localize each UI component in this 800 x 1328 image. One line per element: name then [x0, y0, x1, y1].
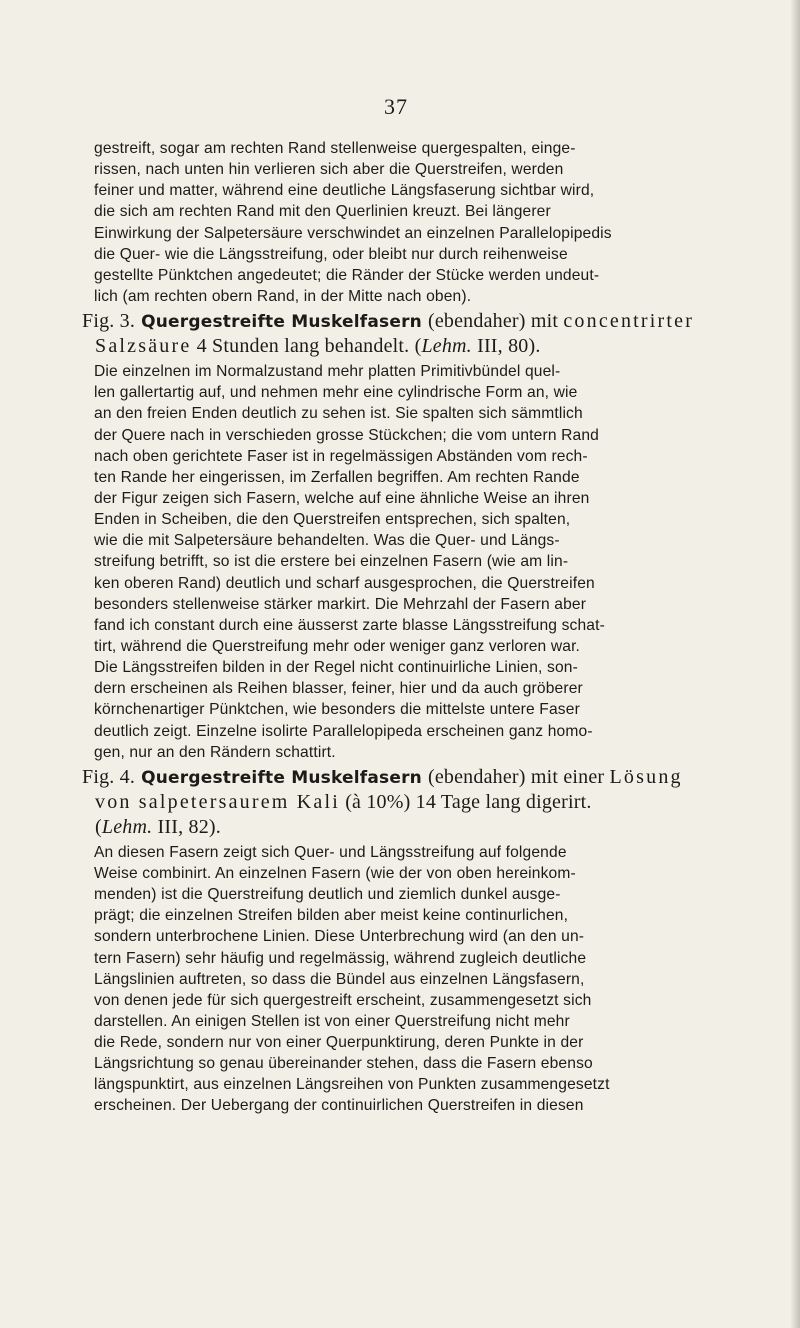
text-line: Längsrichtung so genau übereinander stehen, dass die Fasern ebenso: [94, 1055, 593, 1073]
fig3-paragraph: [82, 361, 750, 763]
text-line: Einwirkung der Salpetersäure verschwindet an einzelnen Parallelopipedis: [94, 224, 612, 242]
fig3-heading-spaced: Salzsäure: [95, 335, 192, 358]
fig3-heading-text: 4 Stunden lang behandelt. (: [196, 335, 422, 358]
fig4-reference: III, 82).: [152, 815, 221, 838]
fig4-heading-spaced: Lösung: [609, 765, 683, 788]
text-line: an den freien Enden deutlich zu sehen ist. Sie spalten sich sämmtlich: [94, 405, 583, 423]
text-line: streifung betrifft, so ist die erstere bei einzelnen Fasern (wie am lin-: [94, 553, 569, 571]
page-edge-shadow: [790, 0, 800, 1328]
text-line: prägt; die einzelnen Streifen bilden aber meist keine continurlichen,: [94, 907, 569, 925]
fig3-heading-text: (ebendaher) mit: [427, 310, 559, 333]
text-line: Längslinien auftreten, so dass die Bündel aus einzelnen Längsfasern,: [94, 970, 585, 988]
text-line: rissen, nach unten hin verlieren sich aber die Querstreifen, werden: [94, 161, 564, 179]
text-line: tirt, während die Querstreifung mehr oder weniger ganz verloren war.: [94, 637, 581, 655]
text-line: von denen jede für sich quergestreift erscheint, zusammengesetzt sich: [94, 991, 592, 1009]
text-line: lich (am rechten obern Rand, in der Mitte nach oben).: [94, 287, 472, 305]
fig4-reference-author: Lehm.: [101, 815, 153, 838]
fig3-title: Quergestreifte Muskelfasern: [141, 312, 422, 333]
text-line: deutlich zeigt. Einzelne isolirte Parallelopipeda erscheinen ganz homo-: [94, 722, 593, 740]
text-line: menden) ist die Querstreifung deutlich und ziemlich dunkel ausge-: [94, 886, 561, 904]
intro-paragraph: [82, 138, 750, 307]
fig4-heading-spaced: von salpetersaurem Kali: [95, 790, 340, 813]
text-line: Weise combinirt. An einzelnen Fasern (wie der von oben hereinkom-: [94, 864, 576, 882]
text-line: dern erscheinen als Reihen blasser, feiner, hier und da auch gröberer: [94, 680, 583, 698]
text-line: gestreift, sogar am rechten Rand stellenweise quergespalten, einge-: [94, 140, 576, 157]
text-line: Enden in Scheiben, die den Querstreifen entsprechen, sich spalten,: [94, 511, 571, 529]
text-line: erscheinen. Der Uebergang der continuirlichen Querstreifen in diesen: [94, 1097, 584, 1115]
fig4-heading-text: (à 10%) 14 Tage lang digerirt.: [345, 790, 592, 813]
page-number: 37: [384, 94, 408, 119]
text-line: die Quer- wie die Längsstreifung, oder bleibt nur durch reihenweise: [94, 245, 568, 263]
fig4-paragraph: [82, 842, 750, 1117]
text-line: feiner und matter, während eine deutliche Längsfaserung sichtbar wird,: [94, 182, 595, 200]
text-line: die sich am rechten Rand mit den Querlinien kreuzt. Bei längerer: [94, 203, 551, 221]
text-line: gestellte Pünktchen angedeutet; die Ränder der Stücke werden undeut-: [94, 266, 600, 284]
text-line: wie die mit Salpetersäure behandelten. Was die Quer- und Längs-: [94, 532, 560, 550]
text-line: ten Rande her eingerissen, im Zerfallen begriffen. Am rechten Rande: [94, 468, 580, 486]
text-line: Die Längsstreifen bilden in der Regel nicht continuirliche Linien, son-: [94, 659, 578, 677]
fig4-title: Quergestreifte Muskelfasern: [141, 767, 422, 788]
text-line: die Rede, sondern nur von einer Querpunktirung, deren Punkte in der: [94, 1034, 584, 1052]
fig4-label: Fig. 4.: [82, 765, 136, 788]
text-line: Die einzelnen im Normalzustand mehr platten Primitivbündel quel-: [94, 363, 561, 381]
fig4-heading-text: (: [95, 815, 102, 838]
text-line: längspunktirt, aus einzelnen Längsreihen von Punkten zusammengesetzt: [94, 1076, 610, 1094]
text-line: nach oben gerichtete Faser ist in regelmässigen Abständen vom rech-: [94, 447, 588, 465]
fig4-heading-text: (ebendaher) mit einer: [427, 765, 605, 788]
page-text: [82, 138, 750, 1117]
text-line: gen, nur an den Rändern schattirt.: [94, 743, 336, 761]
text-line: ken oberen Rand) deutlich und scharf ausgesprochen, die Querstreifen: [94, 574, 595, 592]
text-line: sondern unterbrochene Linien. Diese Unterbrechung wird (an den un-: [94, 928, 585, 946]
text-line: An diesen Fasern zeigt sich Quer- und Längsstreifung auf folgende: [94, 843, 567, 861]
fig3-label: Fig. 3.: [82, 310, 136, 333]
fig3-reference-author: Lehm.: [421, 335, 472, 358]
text-line: fand ich constant durch eine äusserst zarte blasse Längsstreifung schat-: [94, 616, 605, 634]
text-line: besonders stellenweise stärker markirt. Die Mehrzahl der Fasern aber: [94, 595, 587, 613]
fig3-reference: III, 80).: [471, 335, 541, 358]
text-line: tern Fasern) sehr häufig und regelmässig, während zugleich deutliche: [94, 949, 587, 967]
text-line: darstellen. An einigen Stellen ist von einer Querstreifung nicht mehr: [94, 1012, 570, 1030]
text-line: körnchenartiger Pünktchen, wie besonders die mittelste untere Faser: [94, 701, 580, 719]
fig4-heading: [82, 766, 750, 838]
text-line: der Quere nach in verschieden grosse Stückchen; die vom untern Rand: [94, 426, 599, 444]
fig3-heading-spaced: concentrirter: [563, 310, 695, 333]
fig3-heading: [82, 310, 750, 357]
text-line: der Figur zeigen sich Fasern, welche auf eine ähnliche Weise an ihren: [94, 489, 590, 507]
text-line: len gallertartig auf, und nehmen mehr eine cylindrische Form an, wie: [94, 384, 578, 402]
